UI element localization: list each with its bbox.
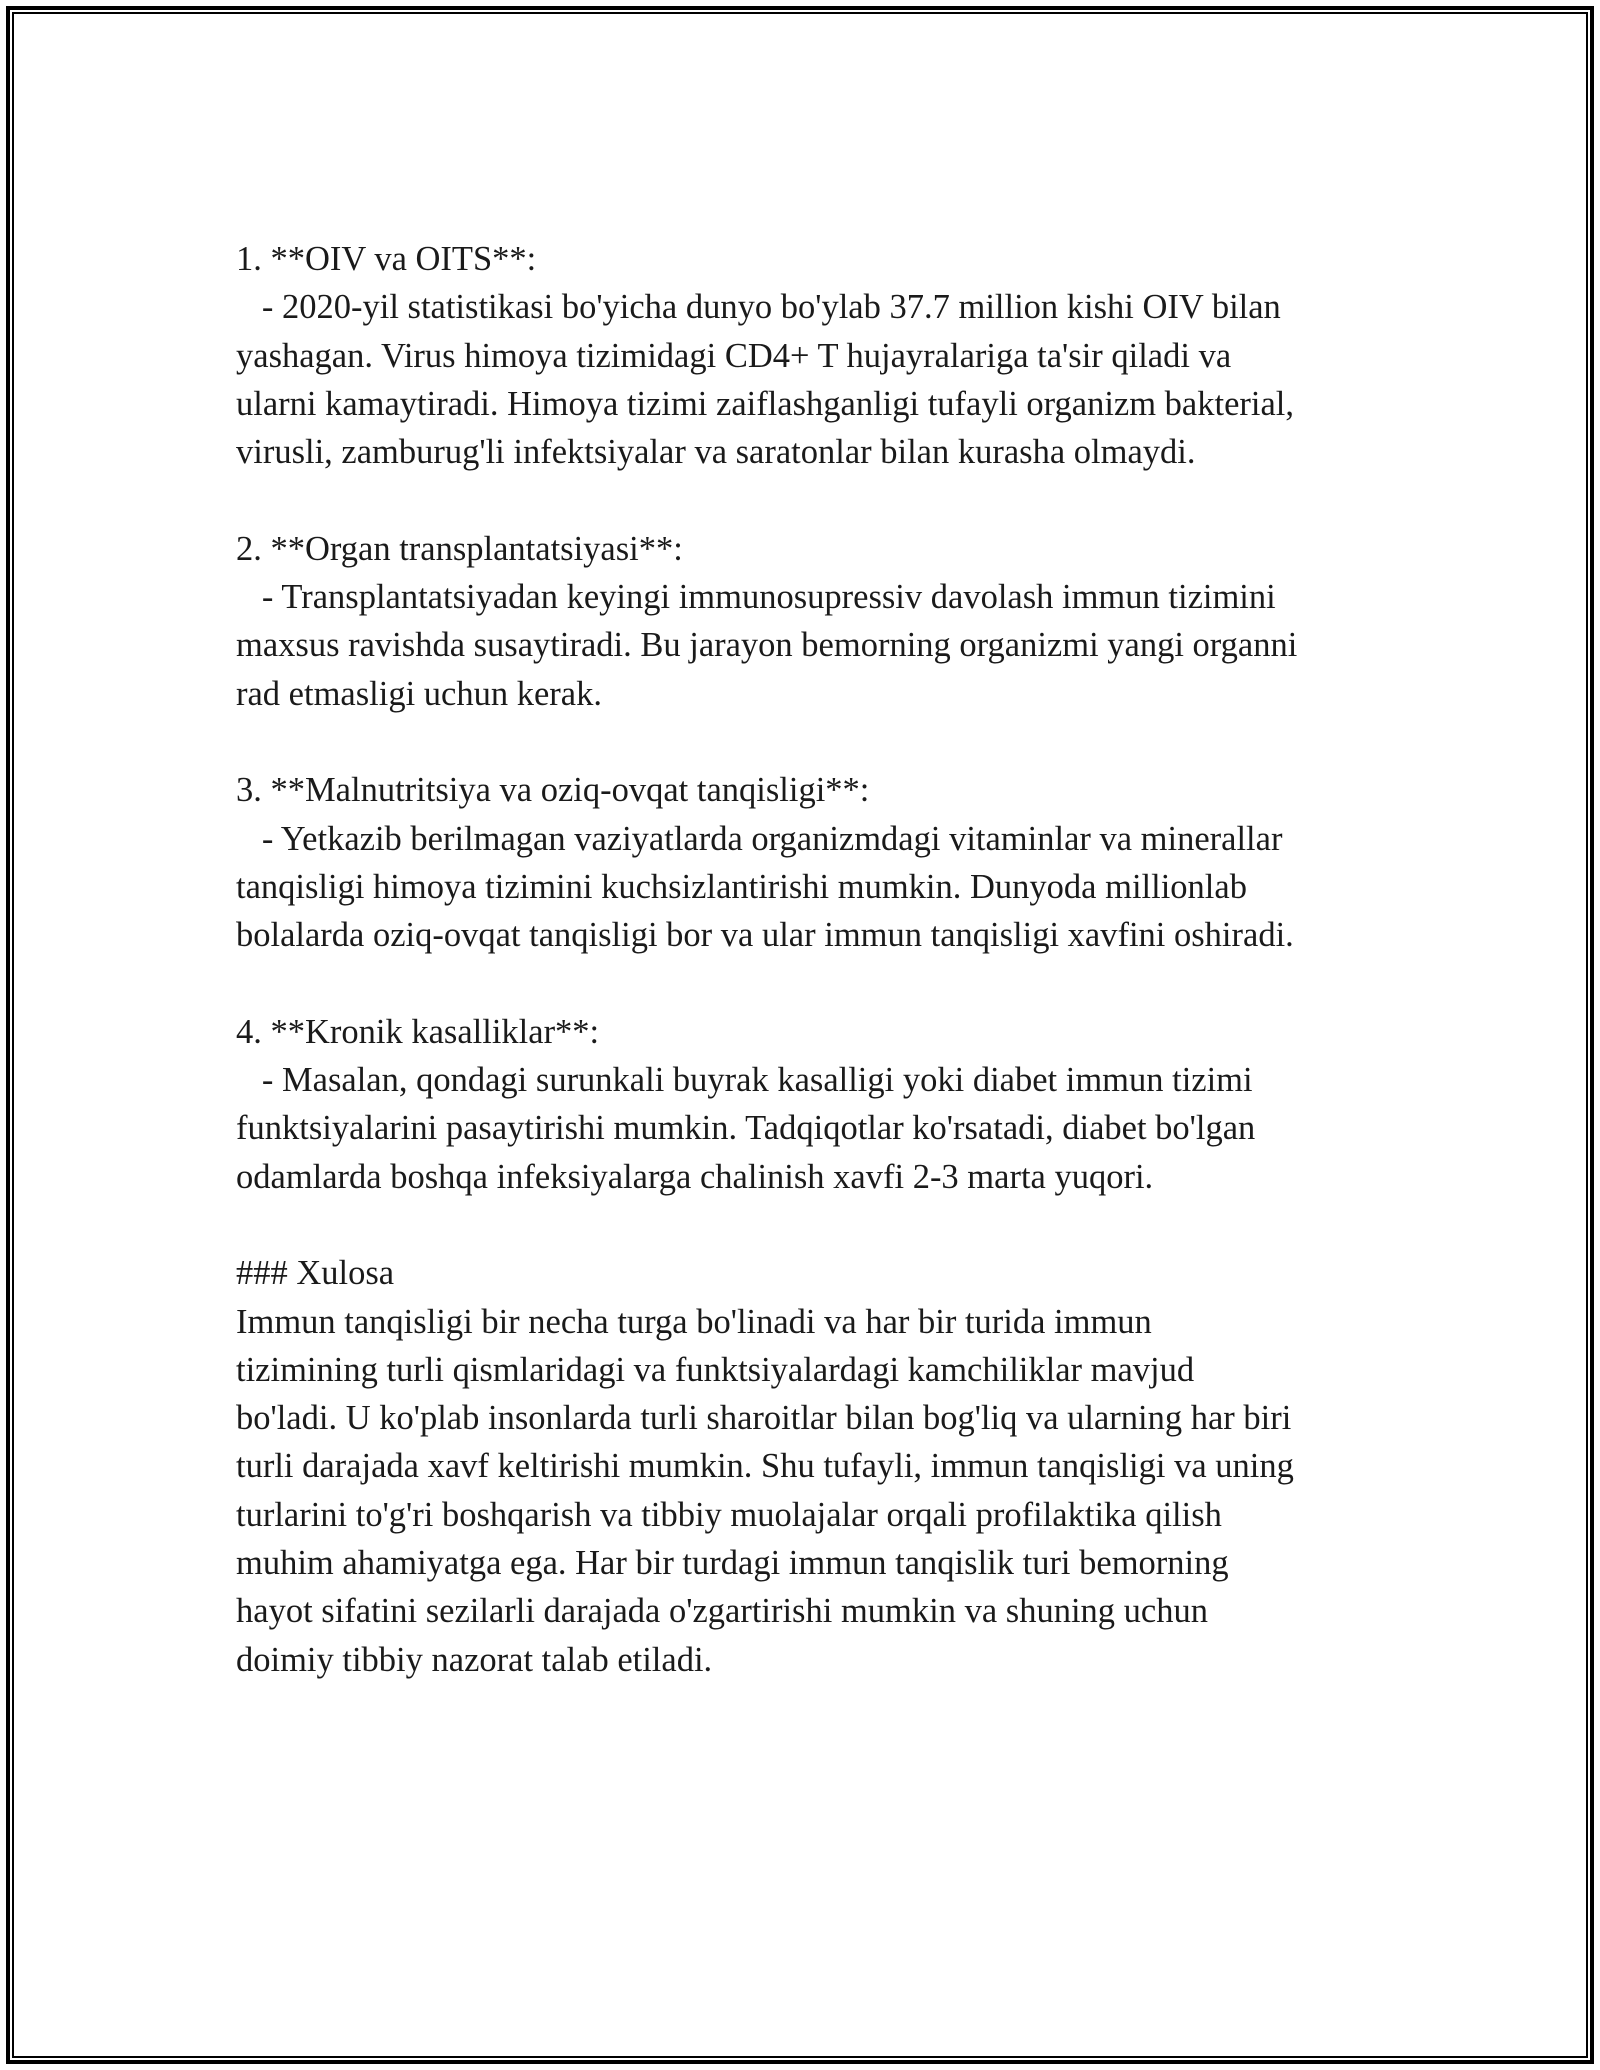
text-line: 1. **OIV va OITS**: — [236, 240, 537, 278]
blank-line — [236, 476, 1396, 524]
blank-line — [236, 718, 1396, 766]
text-line: 2. **Organ transplantatsiyasi**: — [236, 529, 683, 568]
text-line: - Yetkazib berilmagan vaziyatlarda organizmdagi vitaminlar va minerallar — [236, 819, 1283, 858]
text-line: turli darajada xavf keltirishi mumkin. Shu tufayli, immun tanqisligi va uning — [236, 1447, 1294, 1486]
text-line: virusli, zamburug'li infektsiyalar va saratonlar bilan kurasha olmaydi. — [236, 433, 1196, 472]
text-line: funktsiyalarini pasaytirishi mumkin. Tadqiqotlar ko'rsatadi, diabet bo'lgan — [236, 1109, 1256, 1148]
section-heading: ### Xulosa — [236, 1254, 395, 1293]
text-line: tizimining turli qismlaridagi va funktsiyalardagi kamchiliklar mavjud — [236, 1350, 1195, 1389]
text-line: muhim ahamiyatga ega. Har bir turdagi immun tanqislik turi bemorning — [236, 1544, 1229, 1583]
text-line: bolalarda oziq-ovqat tanqisligi bor va ular immun tanqisligi xavfini oshiradi. — [236, 916, 1294, 955]
text-line: 3. **Malnutritsiya va oziq-ovqat tanqisligi**: — [236, 771, 870, 810]
text-line: 4. **Kronik kasalliklar**: — [236, 1012, 600, 1051]
text-line: bo'ladi. U ko'plab insonlarda turli sharoitlar bilan bog'liq va ularning har biri — [236, 1399, 1292, 1438]
text-line: turlarini to'g'ri boshqarish va tibbiy muolajalar orqali profilaktika qilish — [236, 1495, 1222, 1534]
blank-line — [236, 959, 1396, 1007]
blank-line — [236, 1201, 1396, 1249]
text-line: hayot sifatini sezilarli darajada o'zgartirishi mumkin va shuning uchun — [236, 1592, 1208, 1631]
text-line: maxsus ravishda susaytiradi. Bu jarayon bemorning organizmi yangi organni — [236, 626, 1298, 665]
document-body — [236, 235, 1396, 1684]
text-line: Immun tanqisligi bir necha turga bo'linadi va har bir turida immun — [236, 1302, 1152, 1341]
text-line: tanqisligi himoya tizimini kuchsizlantirishi mumkin. Dunyoda millionlab — [236, 867, 1247, 906]
text-line: doimiy tibbiy nazorat talab etiladi. — [236, 1640, 713, 1679]
text-line: ularni kamaytiradi. Himoya tizimi zaiflashganligi tufayli organizm bakterial, — [236, 384, 1294, 423]
text-line: - 2020-yil statistikasi bo'yicha dunyo bo'ylab 37.7 million kishi OIV bilan — [236, 288, 1281, 327]
text-line: yashagan. Virus himoya tizimidagi CD4+ T hujayralariga ta'sir qiladi va — [236, 336, 1232, 375]
text-line: rad etmasligi uchun kerak. — [236, 674, 602, 713]
text-line: odamlarda boshqa infeksiyalarga chalinish xavfi 2-3 marta yuqori. — [236, 1157, 1154, 1196]
text-line: - Transplantatsiyadan keyingi immunosupressiv davolash immun tizimini — [236, 578, 1276, 617]
text-line: - Masalan, qondagi surunkali buyrak kasalligi yoki diabet immun tizimi — [236, 1061, 1253, 1100]
